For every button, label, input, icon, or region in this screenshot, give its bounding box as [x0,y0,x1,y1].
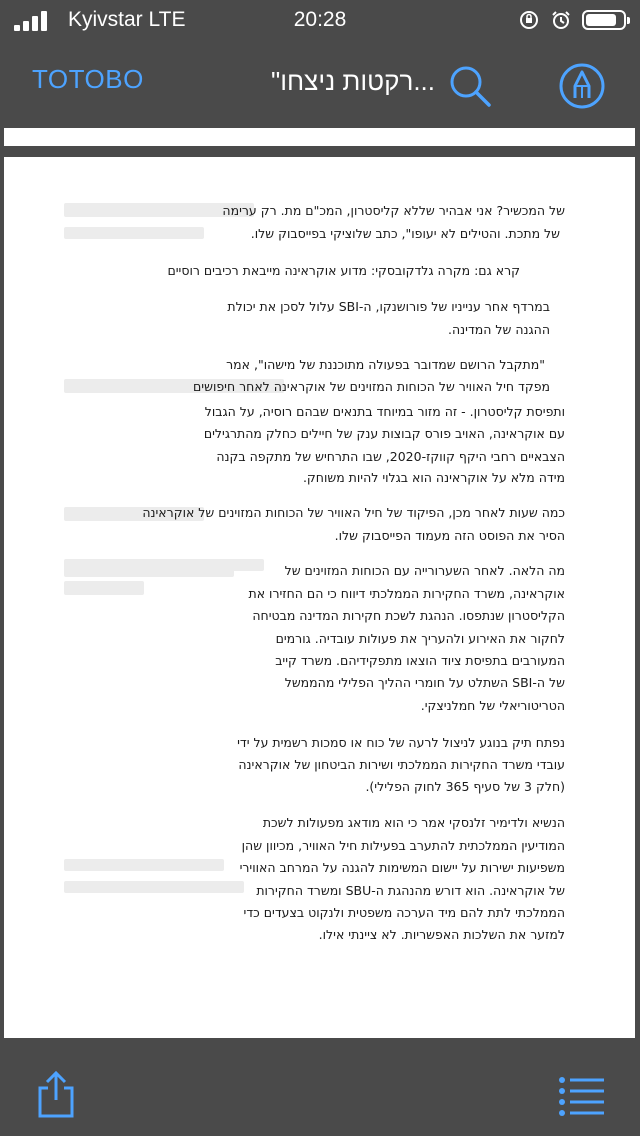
doc-line: קרא גם: מקרה גלדקובסקי: מדוע אוקראינה מייבאת רכיבים רוסיים [167,263,520,278]
doc-line: (חלק 3 של סעיף 365 לחוק הפלילי). [365,779,565,794]
share-icon[interactable] [36,1070,76,1120]
doc-line: המעורבים בתפיסת ציוד הוצאו מתפקידיהם. משרד קייב [275,653,565,668]
doc-line: במרדף אחר ענייניו של פורושנקו, ה-SBI עלול לסכן את יכולת [227,299,550,314]
battery-icon [582,10,626,30]
doc-line: כמה שעות לאחר מכן, הפיקוד של חיל האוויר של הכוחות המזוינים של אוקראינה [142,505,565,520]
bottom-toolbar [0,1040,640,1136]
doc-line: למזער את השלכות האפשריות. לא ציינתי אילו. [318,927,565,942]
navigation-bar [0,40,640,130]
doc-line: של אוקראינה. הוא דורש מהנהגת ה-SBU ומשרד החקירות [256,883,565,898]
doc-line: מה הלאה. לאחר השערורייה עם הכוחות המזוינים של [284,563,565,578]
doc-line: הצבאיים רחבי היקף קווקז-2020, שבו התרחיש של מתקפה בקנה [216,449,565,464]
scan-artifact [64,859,224,871]
orientation-lock-icon [518,9,540,31]
previous-page-edge [4,128,635,146]
doc-line: הסיר את הפוסט הזה מעמוד הפייסבוק שלו. [334,528,565,543]
doc-line: מידה מלא על אוקראינה הוא בגלוי להיות משוחק. [302,470,565,485]
scan-artifact [64,881,244,893]
back-button[interactable]: TOTOBO [32,64,144,94]
doc-line: של מתכת. והטילים לא יעופו", כתב שלוציקי בפייסבוק שלו. [250,226,560,241]
doc-line: עם אוקראינה, האויב פורס קבוצות ענק של חיילים כחלק מהתרגילים [203,426,565,441]
doc-line: אוקראינה, משרד החקירות הממלכתי דיווח כי הם החזירו את [248,586,565,601]
scan-artifact [64,565,234,577]
doc-line: המודיעין הממלכתית להתערב בפעילות חיל האוויר, מכיוון שהן [241,838,565,853]
list-icon[interactable] [558,1076,606,1116]
doc-line: של ה-SBI השתלט על חומרי ההליך הפלילי מהממשל [284,675,565,690]
doc-line: של המכשיר? אני אבהיר שללא קליסטרון, המכ"ם מת. רק ערימה [222,203,565,218]
doc-line: עובדי משרד החקירות הממלכתי ושירות הביטחון של אוקראינה [238,757,565,772]
doc-line: מפקד חיל האוויר של הכוחות המזוינים של אוקראינה לאחר חיפושים [193,379,550,394]
search-icon[interactable] [446,62,494,110]
document-title: "רקטות ניצחו... [271,66,435,96]
doc-line: ותפיסת קליסטרון. - זה מזור במיוחד בתנאים שבהם רוסיה, על הגבול [204,404,565,419]
doc-line: הנשיא ולדימיר זלנסקי אמר כי הוא מודאג מפעולות לשכת [262,815,565,830]
carrier-name: Kyivstar LTE [68,8,186,31]
document-page[interactable] [4,157,635,1038]
doc-line: הקליסטרון שנתפסו. הנהגת לשכת חקירות המדינה מבטיחה [252,608,565,623]
status-bar [0,0,640,40]
markup-icon[interactable] [558,62,606,110]
doc-line: נפתח תיק בנוגע לניצול לרעה של כוח או סמכות רשמית על ידי [237,735,565,750]
scan-artifact [64,581,144,595]
doc-line: "מתקבל הרושם שמדובר בפעולה מתוכננת של מישהו", אמר [226,357,545,372]
doc-line: הממלכתי לתת להם מיד הערכה משפטית ולנקוט בצעדים כדי [243,905,565,920]
alarm-icon [550,9,572,31]
scan-artifact [64,227,204,239]
doc-line: לחקור את האירוע ולהעריך את פעולות עובדיה. גורמים [275,631,565,646]
status-time: 20:28 [293,8,347,31]
doc-line: ההגנה של המדינה. [448,322,550,337]
doc-line: משפיעות ישירות על יישום המשימות להגנה על המרחב האווירי [239,860,565,875]
doc-line: הטריטוריאלי של חמלניצקי. [420,698,565,713]
